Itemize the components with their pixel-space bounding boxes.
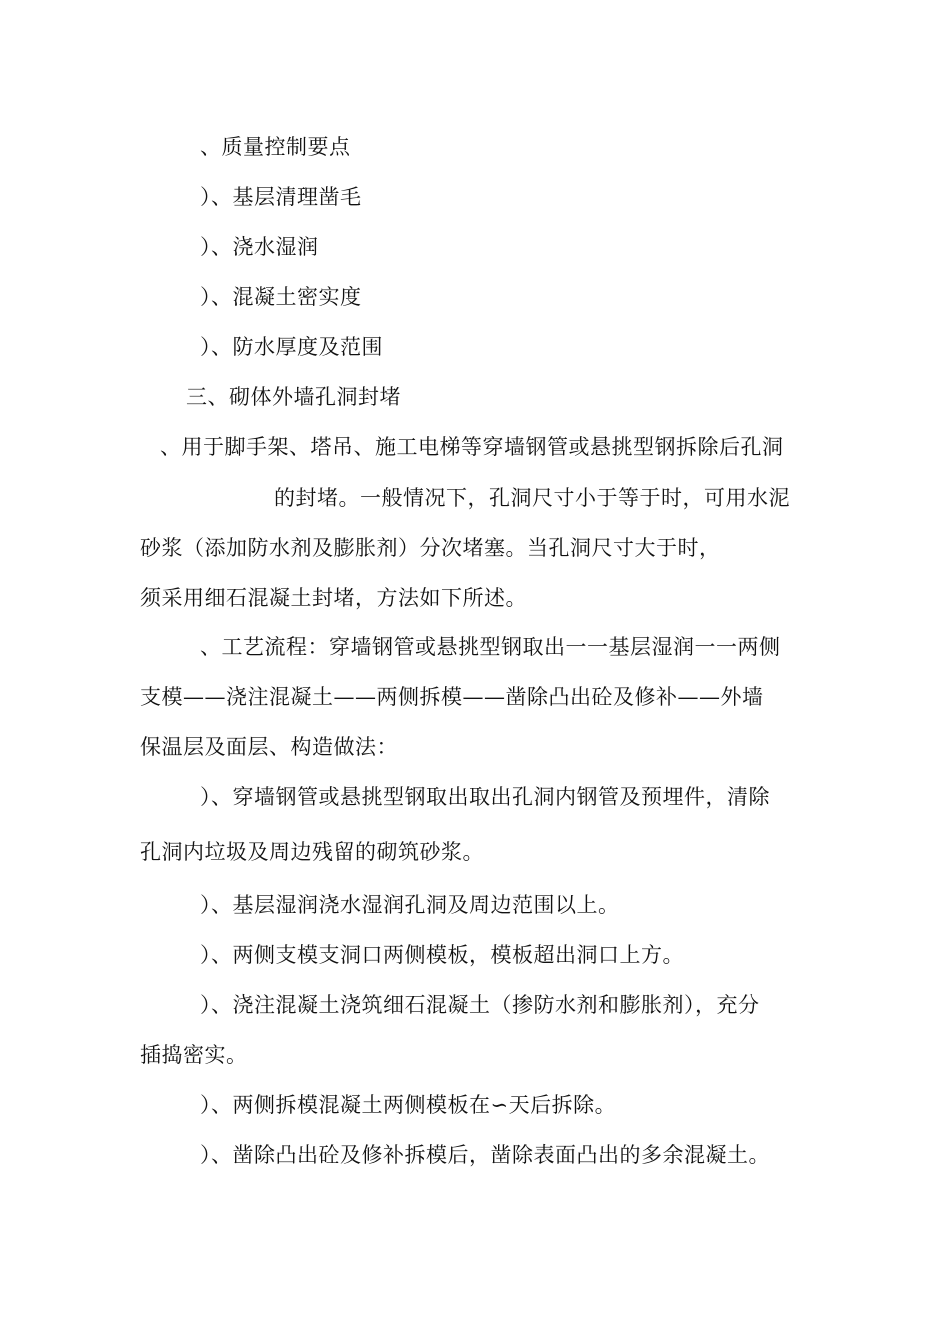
paragraph-line: 、工艺流程：穿墙钢管或悬挑型钢取出一一基层湿润一一两侧: [200, 635, 781, 659]
section-heading-quality-control: 、质量控制要点: [200, 135, 351, 159]
paragraph-line: 孔洞内垃圾及周边残留的砌筑砂浆。: [140, 840, 484, 864]
paragraph-line: ）、基层湿润浇水湿润孔洞及周边范围以上。: [200, 893, 620, 917]
paragraph-line: ）、凿除凸出砼及修补拆模后，凿除表面凸出的多余混凝土。: [200, 1143, 770, 1167]
paragraph-line: ）、两侧支模支洞口两侧模板，模板超出洞口上方。: [200, 943, 684, 967]
list-item-base-cleaning: ）、基层清理凿毛: [200, 185, 362, 209]
paragraph-line: 、用于脚手架、塔吊、施工电梯等穿墙钢管或悬挑型钢拆除后孔洞: [160, 435, 784, 459]
list-item-waterproof-thickness: ）、防水厚度及范围: [200, 335, 383, 359]
paragraph-line: ）、两侧拆模混凝土两侧模板在∽天后拆除。: [200, 1093, 617, 1117]
paragraph-line: 插捣密实。: [140, 1043, 248, 1067]
paragraph-line: 支模——浇注混凝土——两侧拆模——凿除凸出砼及修补——外墙: [140, 685, 764, 709]
list-item-watering: ）、浇水湿润: [200, 235, 319, 259]
paragraph-line: ）、穿墙钢管或悬挑型钢取出取出孔洞内钢管及预埋件，清除: [200, 785, 770, 809]
paragraph-line: 砂浆（添加防水剂及膨胀剂）分次堵塞。当孔洞尺寸大于时，: [140, 536, 721, 560]
paragraph-line: 保温层及面层、构造做法：: [140, 735, 398, 759]
paragraph-line: ）、浇注混凝土浇筑细石混凝土（掺防水剂和膨胀剂），充分: [200, 993, 760, 1017]
section-heading-wall-hole-sealing: 三、砌体外墙孔洞封堵: [186, 385, 401, 409]
paragraph-line: 须采用细石混凝土封堵，方法如下所述。: [140, 586, 527, 610]
list-item-concrete-density: ）、混凝土密实度: [200, 285, 362, 309]
paragraph-line: 的封堵。一般情况下，孔洞尺寸小于等于时，可用水泥: [274, 486, 790, 510]
